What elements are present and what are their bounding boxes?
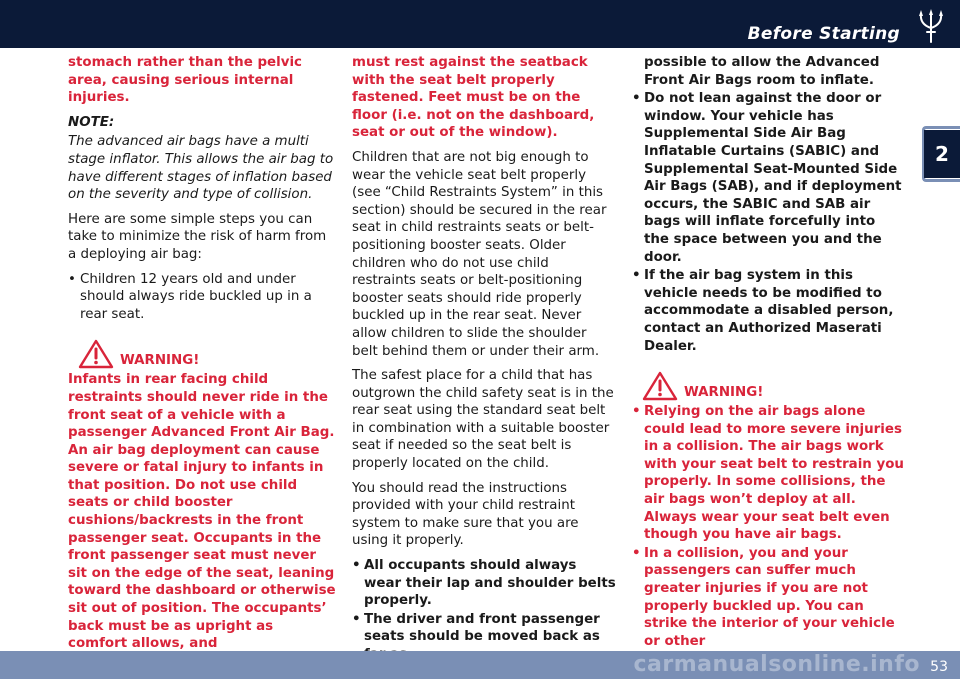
section-title: Before Starting [747,24,900,44]
warning-label: WARNING! [120,353,200,369]
continued-list-text: possible to allow the Advanced Front Air Bags room to inflate. [644,55,880,88]
page-header [0,0,960,48]
list-item: • Relying on the air bags alone could lead to more severe injuries in a collision. The air bags work with your seat belt to restrain you properly. In some collisions, the air bags won’t deploy at all. Always wear your seat belt even though you have air bags. [632,403,904,544]
column-3 [632,54,904,657]
chapter-tab[interactable]: 2 [924,130,960,178]
list-item: • Children 12 years old and under should always ride buckled up in a rear seat. [68,271,336,324]
list-item: • The driver and front passenger seats should be moved back as [352,611,616,664]
paragraph: The safest place for a child that has outgrown the child safety seat is in the rear seat using the standard seat belt in combination with a suitable booster seat if needed so the seat belt is properly located on the child. [352,368,614,472]
note-text: The advanced air bags have a multi stage inflator. This allows the air bag to have different stages of inflation based on the severity and type of collision. [68,134,334,203]
intro-paragraph: Here are some simple steps you can take to minimize the risk of harm from a deploying air bag: [68,211,327,262]
column-1 [68,54,336,660]
watermark: carmanualsonline.info [633,652,920,677]
list-item: • In a collision, you and your passengers can suffer much greater injuries if you are not properly buckled up. You can strike the interior of your vehicle or other [632,545,904,651]
warning-triangle-icon [642,371,678,401]
steps-list [68,271,336,324]
list-item: • Do not lean against the door or window. Your vehicle has Supplemental Side Air Bag Inflatable Curtains (SABIC) and Supplemental Seat-Mounted Side Air Bags (SAB), and if deployment occurs, the SABIC and SAB air bags will inflate forcefully into the space between you and the door. [632,90,904,266]
warning-text: Infants in rear facing child restraints should never ride in the front seat of a vehicle with a passenger Advanced Front Air Bag. An air bag deployment can cause severe or fatal injury to infants in that position. Do not use child seats or child booster cushions/backrests in the front passenger seat. Occupants in the front passenger seat must never sit on the edge of the seat, leaning toward the dashboard or otherwise sit out of position. The occupants’ back must be as upright as comfort allows, and [68,372,336,652]
warning-triangle-icon [78,339,114,369]
page-footer [0,651,960,679]
warning-heading [632,371,904,401]
list-item: • All occupants should always wear their lap and shoulder belts properly. [352,557,616,610]
occupant-list-continued [632,90,904,355]
warning-heading [68,339,336,369]
continued-warning-text: stomach rather than the pelvic area, causing serious internal injuries. [68,55,302,106]
page-number: 53 [930,659,948,675]
warning-list [632,403,904,650]
occupant-list [352,557,616,664]
paragraph: You should read the instructions provided with your child restraint system to make sure that you are using it properly. [352,480,579,549]
note-label: NOTE: [68,114,115,130]
continued-warning-text: must rest against the seatback with the seat belt properly fastened. Feet must be on the floor (i.e. not on the dashboard, seat or out of the window). [352,55,595,141]
column-2 [352,54,616,671]
warning-label: WARNING! [684,385,764,401]
trident-logo-icon [916,8,946,44]
paragraph: Children that are not big enough to wear the vehicle seat belt properly (see “Child Restraints System” in this section) should be secured in the rear seat in child restraints seats or belt-positioning booster seats. Older children who do not use child restraints seats or belt-positioning booster seats should ride properly buckled up in the rear seat. Never allow children to slide the shoulder belt behind them or under their arm. [352,149,607,359]
list-item: • If the air bag system in this vehicle needs to be modified to accommodate a disabled person, contact an Authorized Maserati Dealer. [632,267,904,355]
